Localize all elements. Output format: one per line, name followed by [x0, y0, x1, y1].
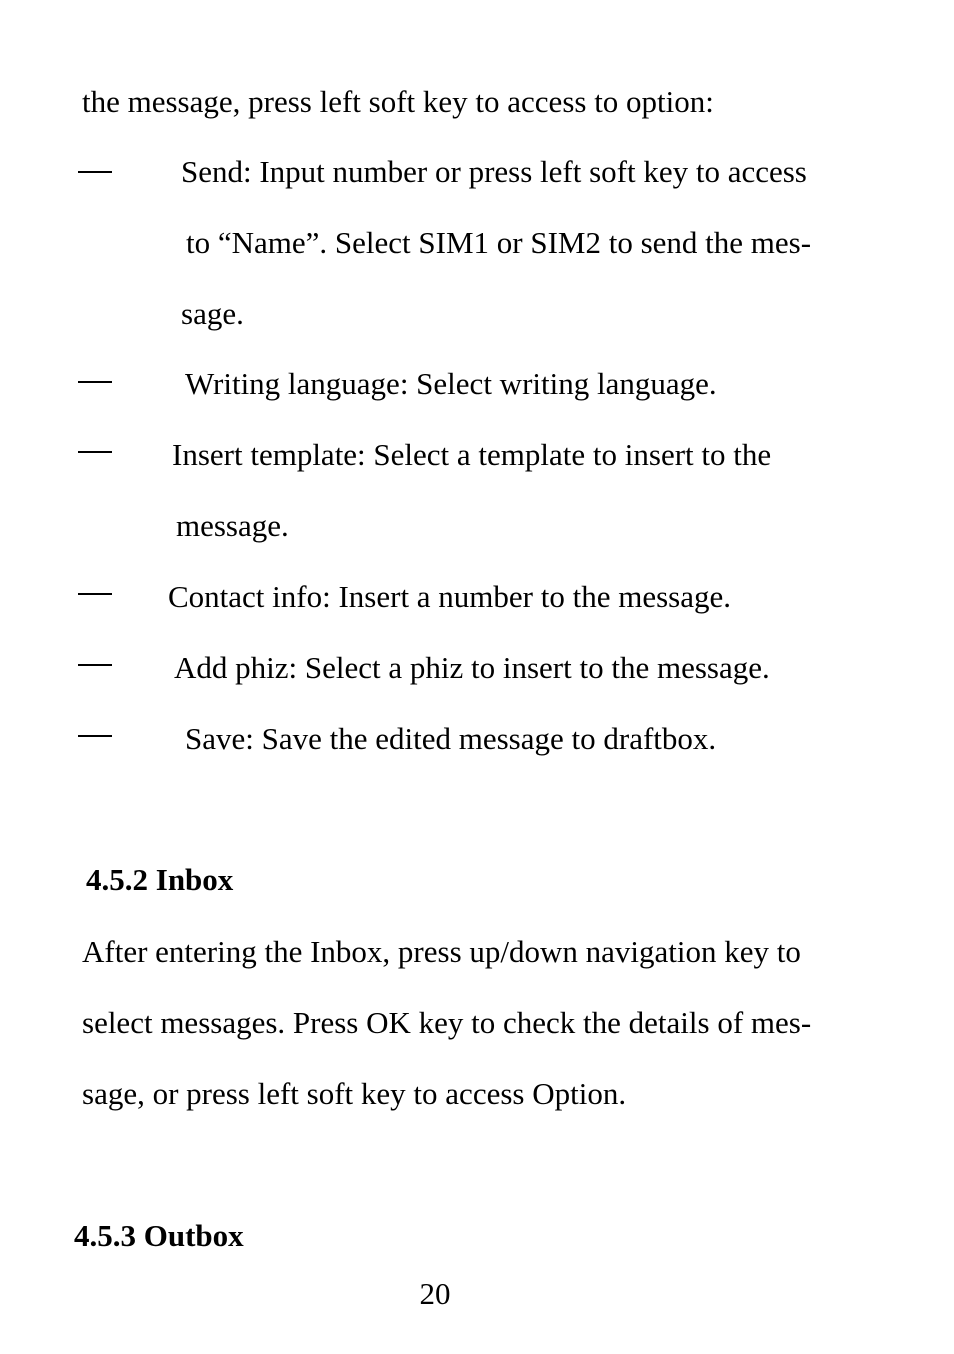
section-heading-outbox: 4.5.3 Outbox — [74, 1218, 244, 1253]
dash-bullet — [78, 381, 112, 383]
dash-bullet — [78, 451, 112, 453]
inbox-paragraph-line-3: sage, or press left soft key to access Option. — [82, 1076, 627, 1111]
option-contact-info-line-1: Contact info: Insert a number to the message. — [168, 579, 732, 614]
option-add-phiz-line-1: Add phiz: Select a phiz to insert to the message. — [174, 650, 770, 685]
inbox-paragraph-line-2: select messages. Press OK key to check the details of mes- — [82, 1005, 812, 1040]
inbox-paragraph-line-1: After entering the Inbox, press up/down navigation key to — [82, 934, 801, 969]
dash-bullet — [78, 593, 112, 595]
option-writing-language-line-1: Writing language: Select writing language. — [185, 366, 717, 401]
dash-bullet — [78, 171, 112, 173]
page-number: 20 — [419, 1276, 451, 1311]
option-send-line-1: Send: Input number or press left soft key to access — [181, 154, 807, 189]
section-heading-inbox: 4.5.2 Inbox — [86, 862, 234, 897]
option-send-line-2: to “Name”. Select SIM1 or SIM2 to send the mes- — [186, 225, 812, 260]
option-send-line-3: sage. — [181, 296, 244, 331]
option-save-line-1: Save: Save the edited message to draftbox. — [185, 721, 717, 756]
option-insert-template-line-1: Insert template: Select a template to insert to the — [172, 437, 772, 472]
intro-text: the message, press left soft key to access to option: — [82, 84, 714, 119]
dash-bullet — [78, 664, 112, 666]
dash-bullet — [78, 735, 112, 737]
option-insert-template-line-2: message. — [176, 508, 289, 543]
